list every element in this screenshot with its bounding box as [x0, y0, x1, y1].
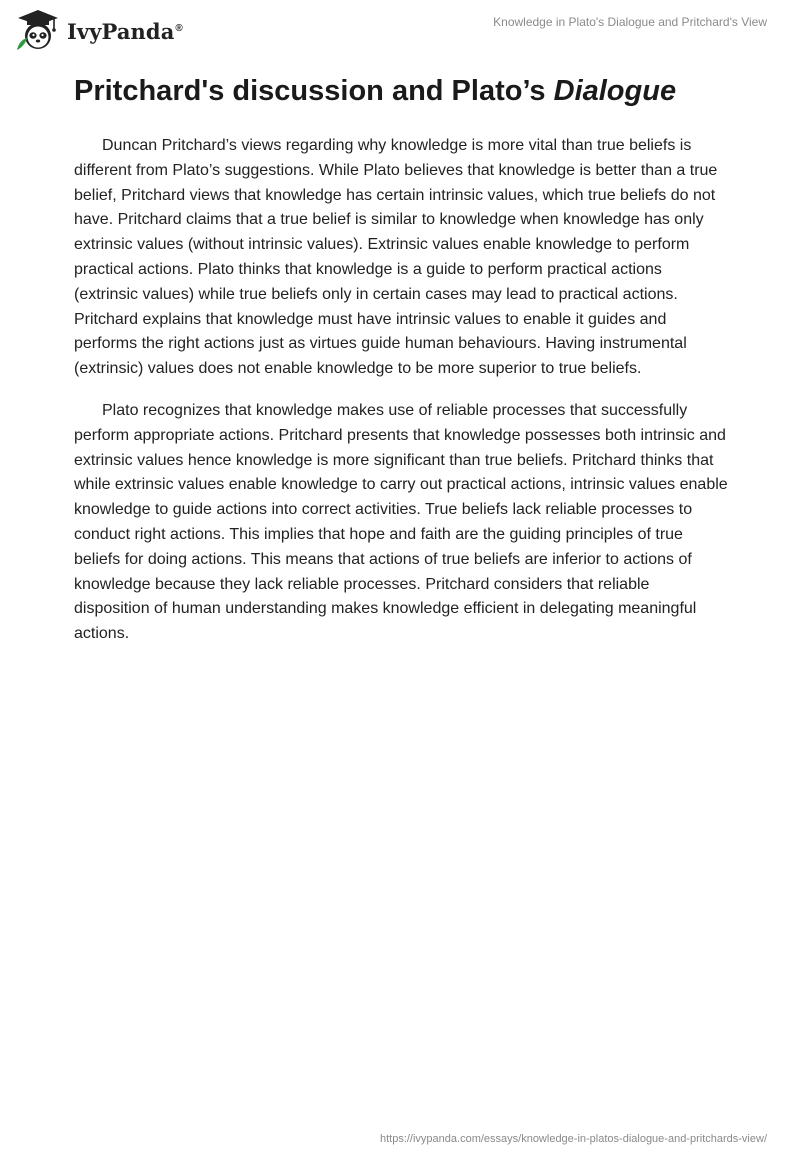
paragraph: Plato recognizes that knowledge makes use of reliable processes that successfully perform appropriate actions. Pritchard presents that knowledge possesses both intrinsic and extrinsic values hence knowledge is more significant than true beliefs. Pritchard thinks that while extrinsic values enable knowledge to carry out practical actions, intrinsic values enable knowledge to guide actions into correct activities. True beliefs lack reliable processes to conduct right actions. This implies that hope and faith are the guiding principles of true beliefs for doing actions. This means that actions of true beliefs are inferior to actions of knowledge because they lack reliable processes. Pritchard considers that reliable disposition of human understanding makes knowledge efficient in delegating meaningful actions.	[74, 401, 728, 643]
paragraph: Duncan Pritchard’s views regarding why knowledge is more vital than true beliefs is different from Plato’s suggestions. While Plato believes that knowledge is better than a true belief, Pritchard views that knowledge has certain intrinsic values, which true beliefs do not have. Pritchard claims that a true belief is similar to knowledge when knowledge has only extrinsic values (without intrinsic values). Extrinsic values enable knowledge to perform practical actions. Plato thinks that knowledge is a guide to perform practical actions (extrinsic values) while true beliefs only in certain cases may lead to practical actions. Pritchard explains that knowledge must have intrinsic values to enable it guides and performs the right actions just as virtues guide human behaviours. Having instrumental (extrinsic) values does not enable knowledge to be more superior to true beliefs.	[74, 137, 718, 378]
panda-graduate-icon	[14, 9, 62, 51]
ivypanda-logo[interactable]	[14, 9, 183, 51]
logo-text	[67, 19, 183, 44]
page-title	[74, 72, 676, 110]
logo-wordmark: IvyPanda	[67, 18, 175, 44]
registered-mark: ®	[175, 22, 183, 34]
page-title-main: Pritchard's discussion and Plato’s	[74, 75, 554, 107]
header-document-title: Knowledge in Plato's Dialogue and Pritchard's View	[493, 15, 767, 29]
page-header	[0, 0, 800, 60]
article-body	[74, 134, 728, 664]
page-title-emphasis: Dialogue	[553, 75, 677, 107]
footer-source-url[interactable]: https://ivypanda.com/essays/knowledge-in-platos-dialogue-and-pritchards-view/	[379, 1133, 767, 1145]
